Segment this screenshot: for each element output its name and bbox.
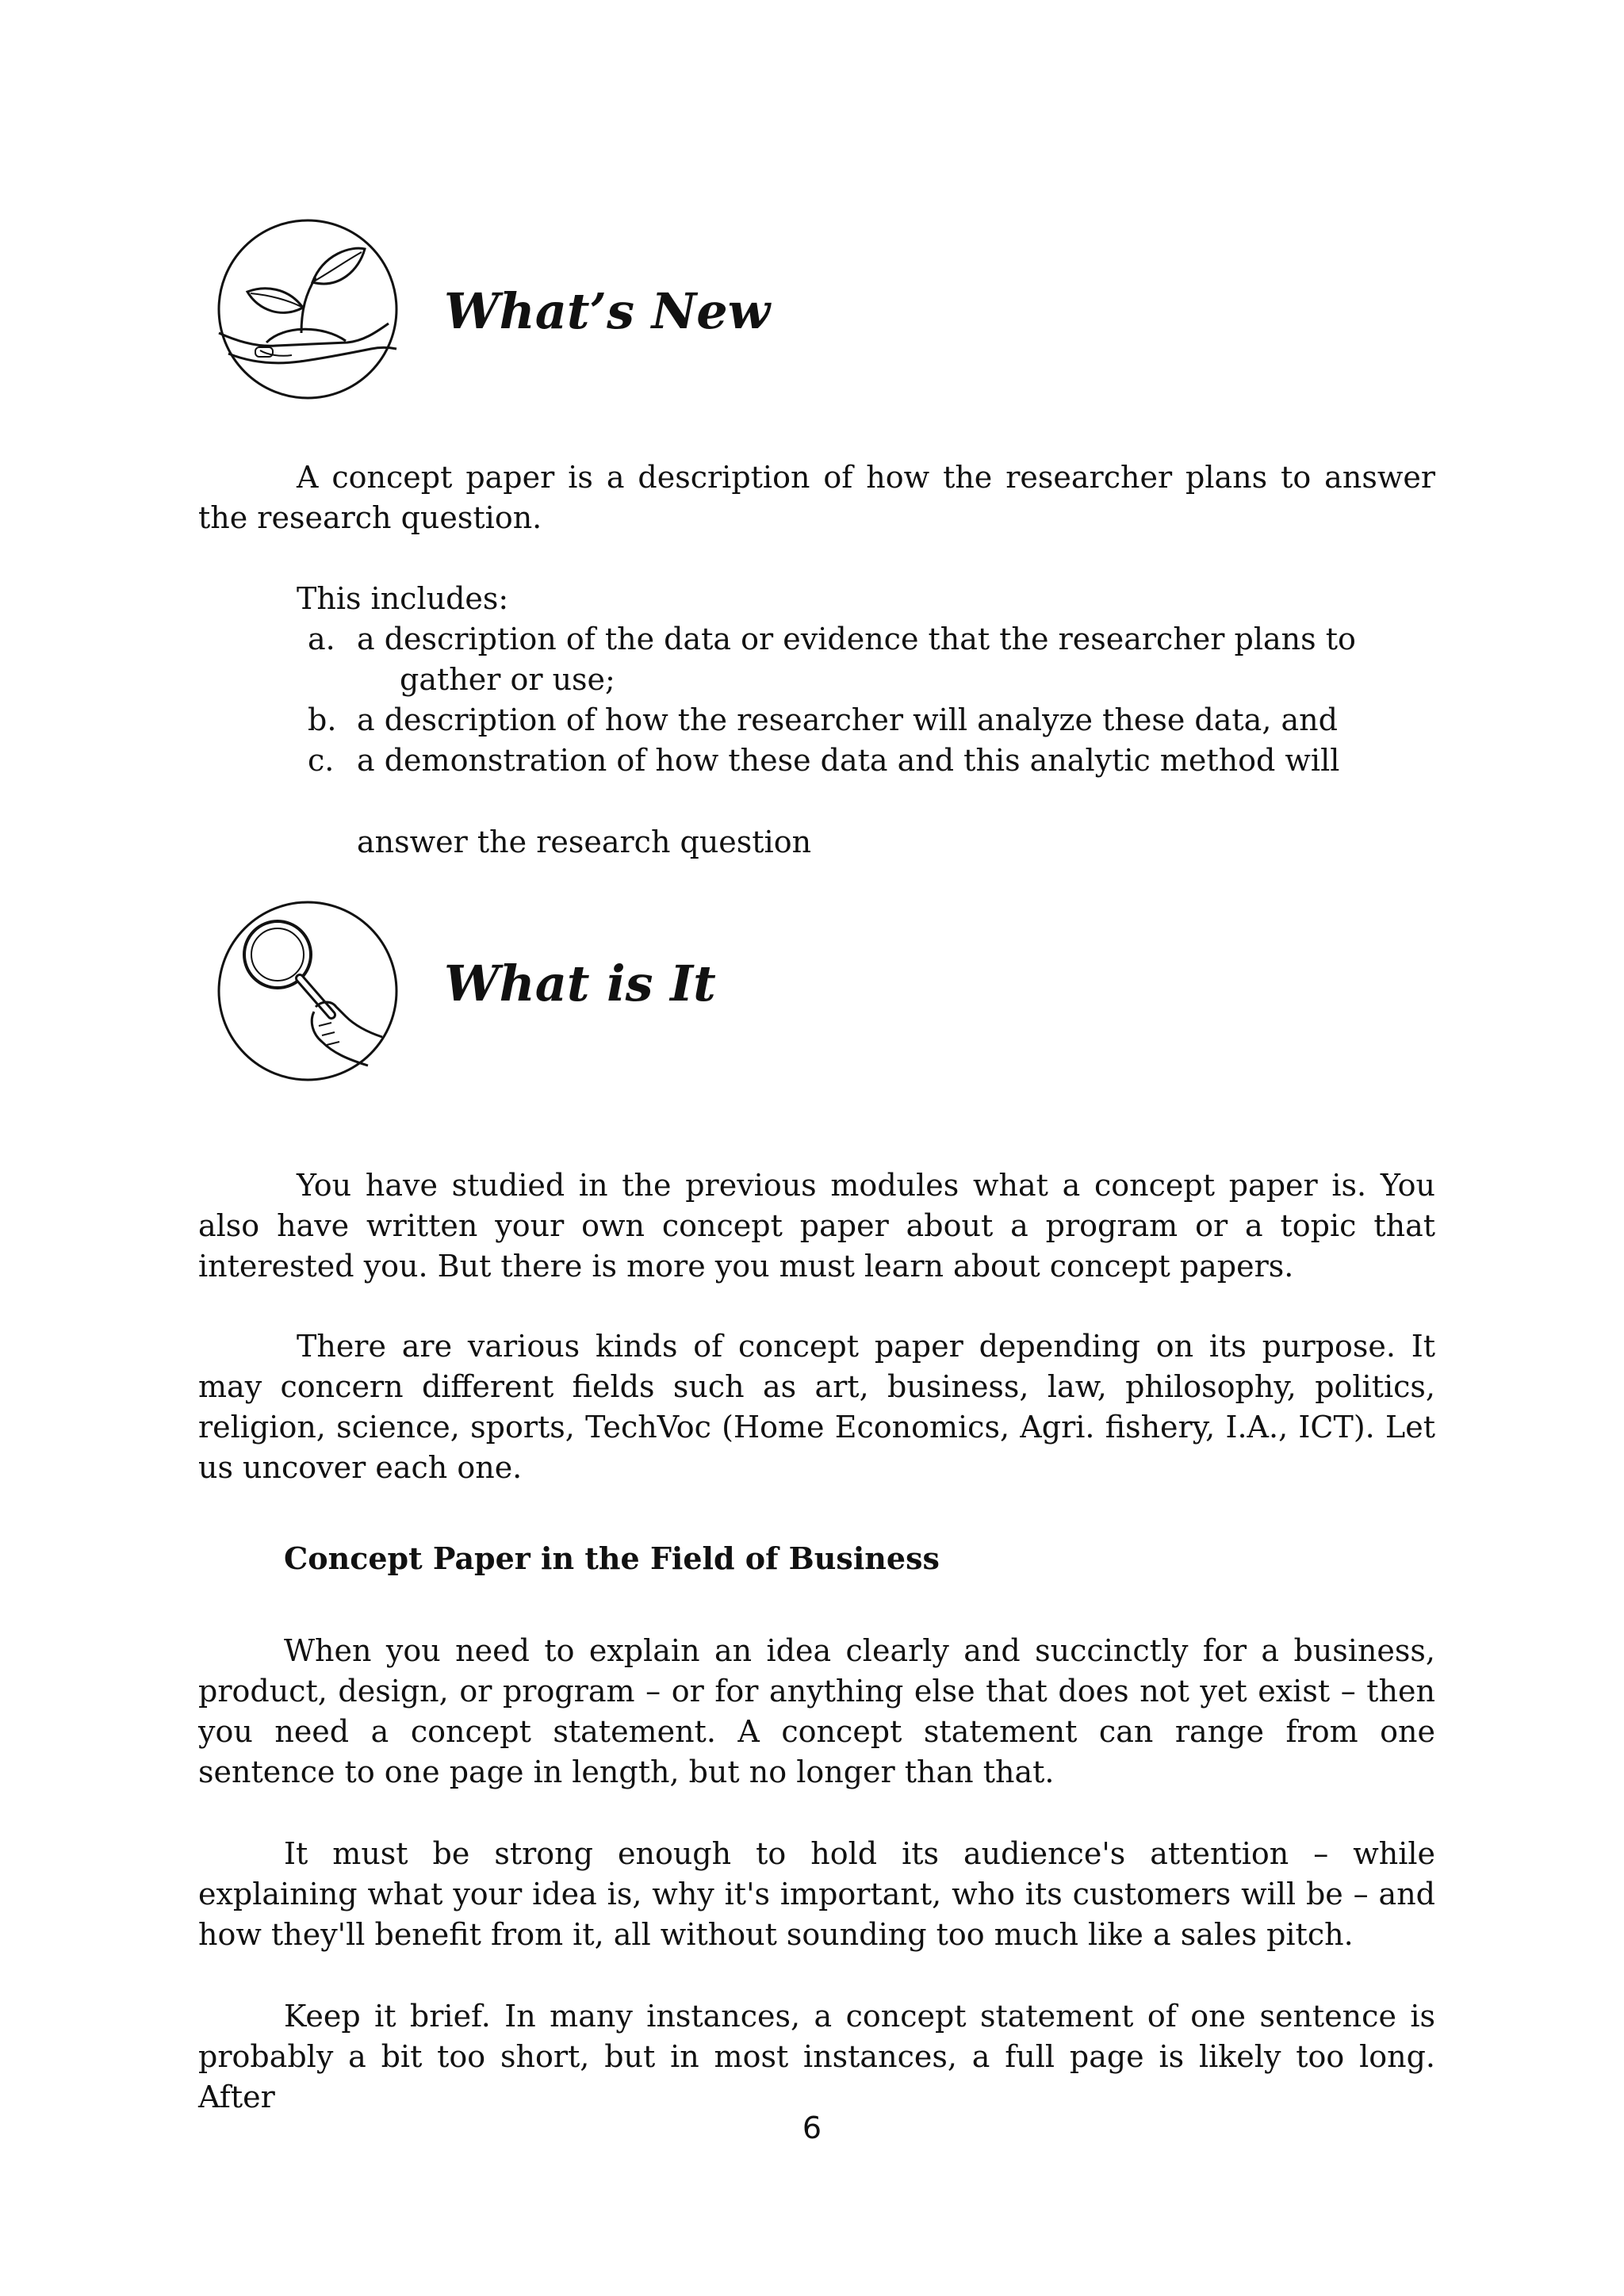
list-item: a. a description of the data or evidence that the researcher plans to gather or use; bbox=[308, 622, 1356, 697]
paragraph: You have studied in the previous modules what a concept paper is. You also have written your own concept paper about a program or a topic that interested you. But there is more you must learn about concept papers. bbox=[198, 1168, 1435, 1284]
paragraph: There are various kinds of concept paper depending on its purpose. It may concern different fields such as art, business, law, philosophy, politics, religion, science, sports, TechVoc (Home Economics, Agri. fishery, I.A., ICT). Let us uncover each one. bbox=[198, 1329, 1435, 1485]
section-title-whats-new: What’s New bbox=[444, 282, 771, 340]
subheading: Concept Paper in the Field of Business bbox=[284, 1540, 940, 1576]
includes-list bbox=[301, 619, 1411, 781]
paragraph: Keep it brief. In many instances, a concept statement of one sentence is probably a bit too short, but in most instances, a full page is likely too long. After bbox=[198, 1999, 1435, 2114]
page-number: 6 bbox=[802, 2110, 822, 2145]
list-item: b. a description of how the researcher will analyze these data, and bbox=[308, 702, 1338, 737]
paragraph: When you need to explain an idea clearly and succinctly for a business, product, design, or program – or for anything else that does not yet exist – then you need a concept statement. A concept statement can range from one sentence to one page in length, but no longer than that. bbox=[198, 1633, 1435, 1789]
seedling-hand-icon bbox=[213, 214, 403, 404]
list-item-continuation: answer the research question bbox=[357, 825, 812, 859]
includes-label: This includes: bbox=[297, 581, 509, 616]
list-item: c. a demonstration of how these data and this analytic method will bbox=[308, 743, 1340, 778]
magnifier-hand-icon bbox=[213, 896, 403, 1086]
intro-paragraph: A concept paper is a description of how the researcher plans to answer the research question. bbox=[198, 460, 1435, 535]
section-title-what-is-it: What is It bbox=[444, 955, 716, 1012]
paragraph: It must be strong enough to hold its audience's attention – while explaining what your idea is, why it's important, who its customers will be – and how they'll benefit from it, all without sounding too much like a sales pitch. bbox=[198, 1836, 1435, 1952]
